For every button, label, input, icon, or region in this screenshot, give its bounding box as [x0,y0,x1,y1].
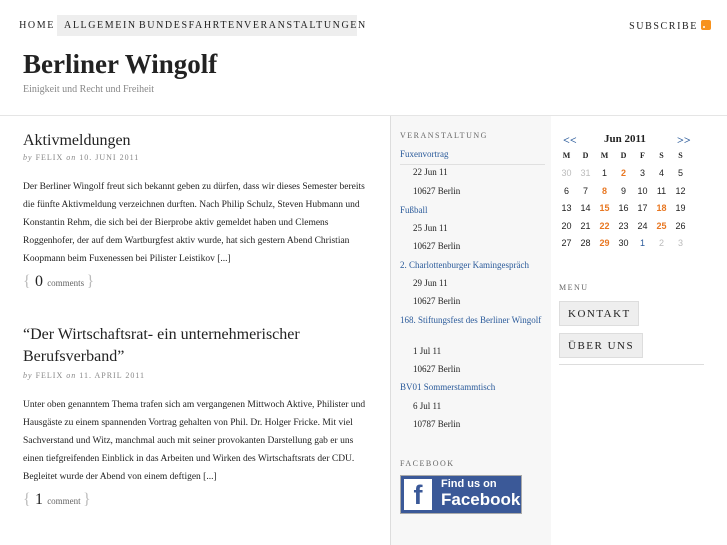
event-title[interactable]: Fußball [400,205,428,215]
event-place: 10627 Berlin [413,364,461,374]
calendar-day: 14 [580,203,591,213]
event-date: 25 Jun 11 [413,223,448,233]
site-description: Einigkeit und Recht und Freiheit [23,84,155,95]
site-title[interactable]: Berliner Wingolf [23,49,218,79]
calendar-day: 19 [675,203,686,213]
calendar-day: 16 [618,203,629,213]
event-place: 10627 Berlin [413,186,461,196]
event-title[interactable]: 168. Stiftungsfest des Berliner Wingolf [400,315,542,325]
calendar-day[interactable]: 29 [599,238,610,248]
calendar-day[interactable]: 15 [599,203,610,213]
post-excerpt: Unter oben genanntem Thema trafen sich am vergangenen Mittwoch Aktive, Philister und Hausgäste zu einem spannenden Vortrag gehalten von Phil. Dr. Holger Fricke. Mit viel Sachverstand und Witz, manchmal auch mit seiner provokanten Darstellung gab er uns einen tiefgreifenden Einblick in das Arbeiten und Wirken des Wirtschaftsrats der CDU. Begleitet wurde der Abend von einem deftigen [...] [23,400,366,482]
calendar-day: 3 [677,238,683,248]
calendar-day: 5 [677,168,683,178]
calendar-day: 11 [656,185,667,196]
post-comments-link[interactable]: { 1 comment } [23,491,91,508]
top-navigation [17,15,367,36]
calendar-weekday: F [640,151,645,160]
calendar-day[interactable]: 18 [656,203,667,213]
calendar-weekday: M [562,151,571,160]
calendar-day: 30 [561,168,572,178]
comment-count: 1 [34,491,43,508]
calendar-day: 7 [582,185,588,196]
calendar-day: 26 [675,220,686,231]
nav-bundesfahrten[interactable]: BUNDESFAHRTEN [139,20,245,31]
calendar-day: 9 [620,185,626,196]
menu-divider [559,364,704,365]
calendar-day: 3 [639,168,645,178]
menu-kontakt[interactable]: KONTAKT [559,301,639,326]
calendar-day: 28 [580,238,591,248]
calendar-day[interactable]: 8 [601,185,607,196]
calendar-day: 4 [658,168,664,178]
calendar-day: 30 [618,238,629,248]
calendar-day[interactable]: 22 [599,220,610,231]
post-date: 11. APRIL 2011 [79,371,146,380]
calendar-prev-button[interactable]: << [563,133,577,147]
calendar-day: 13 [561,203,572,213]
calendar-weekday: S [678,151,683,160]
rss-icon [701,20,711,30]
comment-label: comments [47,278,85,288]
menu-heading: MENU [559,283,589,292]
facebook-icon: f [404,479,432,510]
header-divider [0,115,727,116]
event-title[interactable]: BV01 Sommerstammtisch [400,382,496,392]
calendar-day: 6 [563,185,569,196]
calendar-day: 24 [637,220,648,231]
post-title[interactable]: Aktivmeldungen [23,132,131,149]
calendar-weekday: D [620,151,627,160]
calendar-day: 17 [637,203,648,213]
comment-count: 0 [34,273,43,290]
menu-ueber-uns[interactable]: ÜBER UNS [559,333,643,358]
calendar-day: 27 [561,238,572,248]
event-date: 1 Jul 11 [413,346,442,356]
event-place: 10627 Berlin [413,296,461,306]
calendar-weekday: S [659,151,664,160]
calendar-day[interactable]: 2 [620,168,626,178]
event-divider [400,164,545,165]
event-title[interactable]: Fuxenvortrag [400,149,449,159]
post-excerpt: Der Berliner Wingolf freut sich bekannt geben zu dürfen, dass wir dieses Semester bereits die fünfte Aktivmeldung verzeichnen durften. Nach Philip Schulz, Steven Hubmann und Konstantin Rehm, die sich bei der Bierprobe aktiv gemeldet haben und Clemens Roggenhofer, der auf dem Wartburgfest aktiv wurde, hat sich gestern Abend Christian Koopmann beim Fuxenessen bei Pilister Leistikov [...] [23,182,365,264]
post-author[interactable]: FELIX [35,371,64,380]
post-date: 10. JUNI 2011 [79,153,140,162]
facebook-button-big-text: Facebook [441,490,521,509]
event-title[interactable]: 2. Charlottenburger Kamingespräch [400,260,530,270]
calendar-weekday: D [582,151,589,160]
calendar-day: 10 [637,185,648,196]
subscribe-link[interactable] [629,20,711,32]
comment-label: comment [47,496,81,506]
calendar-day: 2 [658,238,664,248]
event-place: 10627 Berlin [413,241,461,251]
calendar-weekday: M [600,151,609,160]
calendar-day: 21 [580,220,591,231]
calendar-day: 12 [675,185,686,196]
post-title[interactable]: “Der Wirtschaftsrat- ein unternehmerischer Berufsverband” [23,326,300,365]
calendar-day: 1 [601,168,607,178]
facebook-button-small-text: Find us on [441,478,497,490]
post-meta: by FELIX on 10. JUNI 2011 [23,153,140,162]
calendar-day[interactable]: 1 [639,238,645,248]
calendar-day: 20 [561,220,572,231]
event-date: 6 Jul 11 [413,401,442,411]
post-meta: by FELIX on 11. APRIL 2011 [23,371,146,380]
subscribe-label: SUBSCRIBE [629,21,698,32]
nav-allgemein[interactable]: ALLGEMEIN [64,20,137,31]
calendar-next-button[interactable]: >> [677,133,691,147]
event-place: 10787 Berlin [413,419,461,429]
event-date: 29 Jun 11 [413,278,448,288]
calendar-day: 23 [618,220,629,231]
events-heading: VERANSTALTUNG [400,131,488,140]
post-comments-link[interactable]: { 0 comments } [23,273,95,290]
nav-home[interactable]: HOME [17,15,57,36]
facebook-heading: FACEBOOK [400,459,455,468]
calendar-day[interactable]: 25 [656,220,667,231]
calendar-day: 31 [580,168,591,178]
nav-veranstaltungen[interactable]: VERANSTALTUNGEN [244,20,367,31]
event-date: 22 Jun 11 [413,167,448,177]
post-author[interactable]: FELIX [35,153,64,162]
calendar-month: Jun 2011 [604,133,646,145]
facebook-button[interactable] [400,475,522,514]
